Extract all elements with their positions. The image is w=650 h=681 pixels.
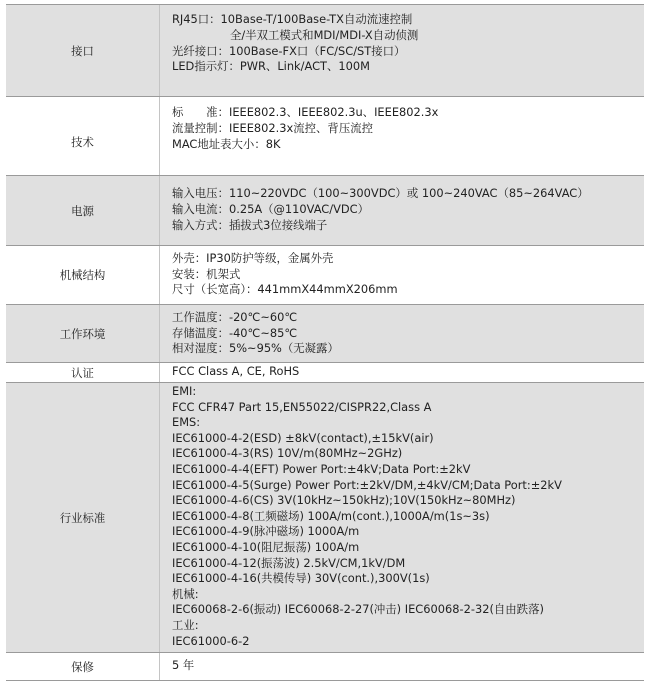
spec-line: 工业: — [172, 617, 199, 632]
spec-line: IEC61000-4-12(振荡波) 2.5kV/CM,1kV/DM — [172, 555, 406, 570]
spec-line: 全/半双工模式和MDI/MDI-X自动侦测 — [230, 27, 419, 42]
spec-line: 输入电压：110~220VDC（100~300VDC）或 100~240VAC（85~264VAC） — [172, 186, 589, 200]
spec-row-power — [6, 176, 644, 246]
spec-label: 机械结构 — [6, 246, 160, 305]
spec-line: EMS: — [172, 415, 201, 430]
spec-line: IEC60068-2-6(振动) IEC60068-2-27(冲击) IEC60068-2-32(自由跌落) — [172, 602, 544, 617]
spec-row-environment — [6, 305, 644, 363]
spec-line: IEC61000-6-2 — [172, 633, 250, 648]
spec-line: IEC61000-4-6(CS) 3V(10kHz~150kHz);10V(150kHz~80MHz) — [172, 493, 516, 508]
spec-line: 5 年 — [172, 658, 195, 673]
spec-table — [6, 4, 644, 681]
spec-value — [160, 5, 645, 97]
spec-row-certification — [6, 363, 644, 383]
spec-line: 相对湿度：5%~95%（无凝露） — [172, 341, 339, 356]
spec-line: MAC地址表大小：8K — [172, 136, 281, 151]
spec-line: 尺寸（长宽高）：441mmX44mmX206mm — [172, 282, 398, 297]
spec-line: 安装：机架式 — [172, 266, 241, 281]
spec-line: IEC61000-4-5(Surge) Power Port:±2kV/DM,±4kV/CM;Data Port:±2kV — [172, 477, 562, 492]
spec-line: 工作温度：-20℃~60℃ — [172, 310, 298, 324]
spec-row-warranty — [6, 653, 644, 681]
spec-line: IEC61000-4-3(RS) 10V/m(80MHz~2GHz) — [172, 446, 403, 461]
spec-line: IEC61000-4-16(共模传导) 30V(cont.),300V(1s) — [172, 571, 430, 586]
spec-label: 行业标准 — [6, 383, 160, 653]
spec-line: IEC61000-4-4(EFT) Power Port:±4kV;Data Port:±2kV — [172, 461, 471, 476]
spec-line: IEC61000-4-10(阻尼振荡) 100A/m — [172, 539, 360, 554]
spec-row-standards — [6, 383, 644, 653]
spec-label: 保修 — [6, 653, 160, 681]
spec-value — [160, 176, 645, 246]
spec-line: 光纤接口：100Base-FX口（FC/SC/ST接口） — [172, 43, 406, 58]
spec-line: 标 准：IEEE802.3、IEEE802.3u、IEEE802.3x — [172, 105, 439, 119]
spec-line: IEC61000-4-9(脉冲磁场) 1000A/m — [172, 524, 360, 539]
spec-line: 输入电流：0.25A（@110VAC/VDC） — [172, 201, 369, 216]
spec-line: 机械: — [172, 586, 199, 601]
spec-line: IEC61000-4-2(ESD) ±8kV(contact),±15kV(air) — [172, 430, 434, 445]
spec-line: FCC CFR47 Part 15,EN55022/CISPR22,Class A — [172, 399, 432, 414]
spec-line: RJ45口：10Base-T/100Base-TX自动流速控制 — [172, 12, 413, 26]
spec-value — [160, 363, 645, 383]
spec-label: 接口 — [6, 5, 160, 97]
spec-line: EMI: — [172, 384, 197, 398]
spec-label: 认证 — [6, 363, 160, 383]
spec-value — [160, 97, 645, 176]
spec-label: 技术 — [6, 97, 160, 176]
spec-row-technology — [6, 97, 644, 176]
spec-value — [160, 305, 645, 363]
spec-line: IEC61000-4-8(工频磁场) 100A/m(cont.),1000A/m(1s~3s) — [172, 508, 490, 523]
spec-label: 电源 — [6, 176, 160, 246]
spec-line: 输入方式：插拔式3位接线端子 — [172, 217, 328, 232]
spec-line: 外壳：IP30防护等级，金属外壳 — [172, 251, 334, 265]
spec-value — [160, 383, 645, 653]
spec-row-mechanical — [6, 246, 644, 305]
spec-row-interface — [6, 5, 644, 97]
spec-label: 工作环境 — [6, 305, 160, 363]
spec-line: FCC Class A, CE, RoHS — [172, 364, 300, 378]
spec-line: 流量控制：IEEE802.3x流控、背压流控 — [172, 120, 373, 135]
spec-line: 存储温度：-40℃~85℃ — [172, 325, 298, 340]
spec-value — [160, 246, 645, 305]
spec-line: LED指示灯：PWR、Link/ACT、100M — [172, 59, 370, 74]
spec-value — [160, 653, 645, 681]
